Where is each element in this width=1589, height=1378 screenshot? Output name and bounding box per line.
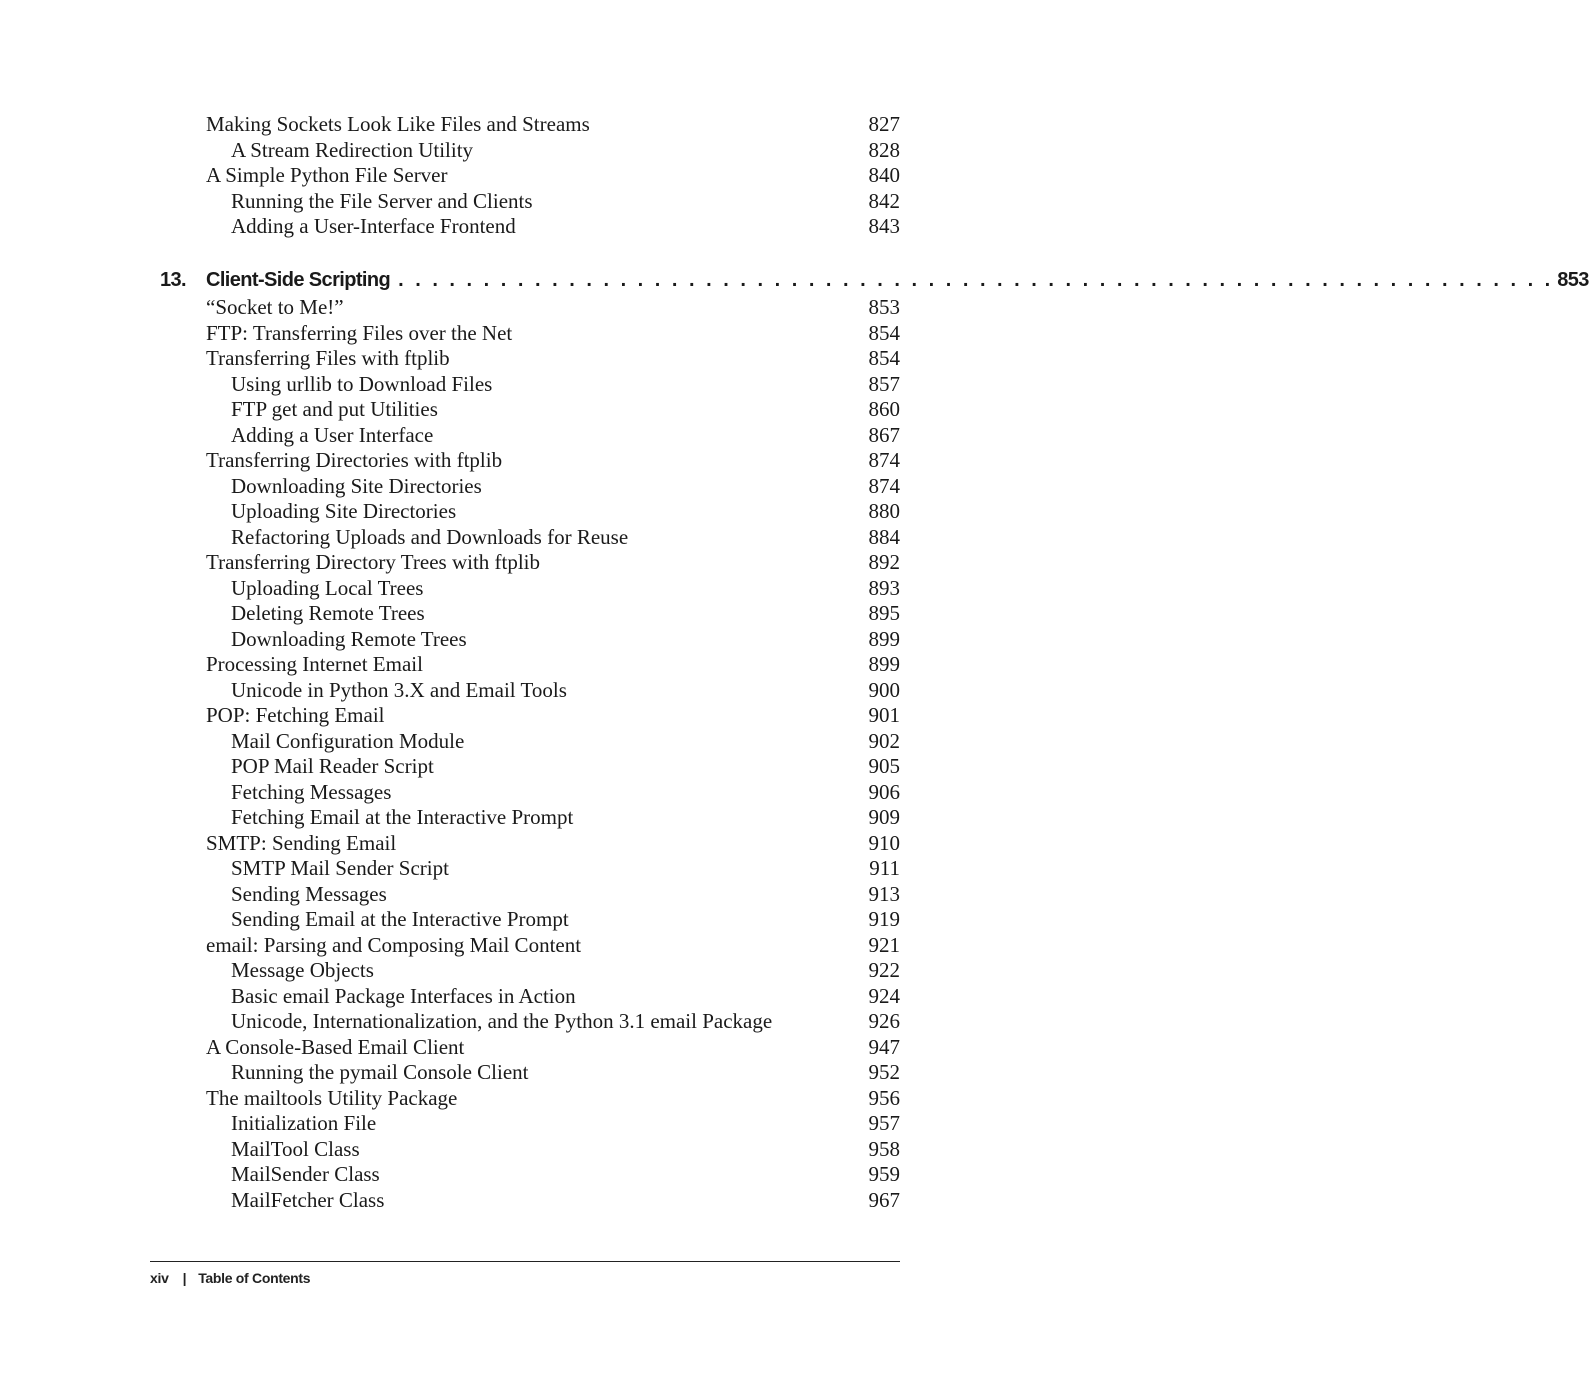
toc-entry-page: 842 xyxy=(868,188,900,213)
chapter-entry-list xyxy=(206,295,900,1213)
chapter-title: Client-Side Scripting xyxy=(206,269,391,291)
footer-separator: | xyxy=(182,1270,187,1286)
toc-entry-title: MailTool Class xyxy=(231,1136,360,1161)
toc-entry-title: A Console-Based Email Client xyxy=(206,1034,465,1059)
toc-entry-page: 854 xyxy=(868,346,900,370)
toc-entry-page: 892 xyxy=(868,550,900,574)
toc-entry-page: 905 xyxy=(868,754,900,778)
toc-entry[interactable] xyxy=(206,163,900,189)
toc-entry-title: Fetching Email at the Interactive Prompt xyxy=(231,805,574,829)
toc-entry-title: Adding a User Interface xyxy=(231,422,434,447)
toc-subentry[interactable] xyxy=(206,372,900,398)
toc-entry-page: 854 xyxy=(868,320,900,345)
toc-entry-title: Uploading Site Directories xyxy=(231,499,457,523)
toc-entry-title: Using urllib to Download Files xyxy=(231,371,493,396)
toc-subentry[interactable] xyxy=(206,678,900,704)
chapter-number: 13. xyxy=(160,269,187,291)
toc-entry-page: 947 xyxy=(868,1034,900,1059)
toc-subentry[interactable] xyxy=(206,1111,900,1137)
footer-page-number: xiv xyxy=(150,1270,169,1286)
toc-entry[interactable] xyxy=(206,831,900,857)
toc-subentry[interactable] xyxy=(206,1009,900,1035)
toc-entry-page: 899 xyxy=(868,626,900,651)
toc-entry-page: 926 xyxy=(868,1009,900,1033)
toc-subentry[interactable] xyxy=(206,805,900,831)
toc-entry-page: 911 xyxy=(869,856,900,880)
toc-previous-section-list xyxy=(206,112,900,240)
toc-entry-page: 922 xyxy=(868,958,900,982)
toc-entry-title: Unicode, Internationalization, and the Python 3.1 email Package xyxy=(231,1009,773,1033)
toc-entry-title: Deleting Remote Trees xyxy=(231,601,425,625)
toc-entry-title: Processing Internet Email xyxy=(206,652,423,676)
toc-entry-title: Transferring Directory Trees with ftplib xyxy=(206,550,541,574)
toc-entry-page: 956 xyxy=(868,1085,900,1110)
toc-entry-title: Fetching Messages xyxy=(231,779,392,804)
toc-entry-title: Message Objects xyxy=(231,958,374,982)
toc-subentry[interactable] xyxy=(206,397,900,423)
chapter-heading[interactable] xyxy=(160,266,1589,294)
toc-entry[interactable] xyxy=(206,448,900,474)
toc-subentry[interactable] xyxy=(206,189,900,215)
chapter-page-number: 853 xyxy=(1557,269,1589,291)
toc-subentry[interactable] xyxy=(206,1137,900,1163)
chapter-13-block xyxy=(160,266,1589,1213)
toc-entry[interactable] xyxy=(206,652,900,678)
toc-entry[interactable] xyxy=(206,112,900,138)
toc-entry-title: Downloading Site Directories xyxy=(231,473,482,498)
toc-entry-title: Sending Email at the Interactive Prompt xyxy=(231,907,569,931)
toc-subentry[interactable] xyxy=(206,882,900,908)
toc-entry[interactable] xyxy=(206,1086,900,1112)
toc-entry-title: Making Sockets Look Like Files and Streams xyxy=(206,112,590,136)
page-footer xyxy=(150,1270,310,1286)
toc-entry-page: 900 xyxy=(868,677,900,702)
toc-entry-title: MailSender Class xyxy=(231,1162,380,1186)
toc-entry-page: 902 xyxy=(868,728,900,753)
toc-entry-title: A Stream Redirection Utility xyxy=(231,137,474,162)
toc-entry-title: POP: Fetching Email xyxy=(206,703,385,727)
toc-subentry[interactable] xyxy=(206,984,900,1010)
toc-subentry[interactable] xyxy=(206,856,900,882)
toc-entry-page: 899 xyxy=(868,652,900,676)
toc-entry-page: 880 xyxy=(868,499,900,523)
toc-entry-page: 957 xyxy=(868,1111,900,1135)
toc-subentry[interactable] xyxy=(206,1060,900,1086)
toc-entry-page: 867 xyxy=(868,422,900,447)
toc-subentry[interactable] xyxy=(206,1188,900,1214)
toc-entry[interactable] xyxy=(206,1035,900,1061)
toc-entry-page: 909 xyxy=(868,805,900,829)
toc-subentry[interactable] xyxy=(206,729,900,755)
toc-subentry[interactable] xyxy=(206,499,900,525)
toc-entry-page: 828 xyxy=(868,137,900,162)
toc-entry-page: 893 xyxy=(868,575,900,600)
toc-subentry[interactable] xyxy=(206,214,900,240)
toc-subentry[interactable] xyxy=(206,958,900,984)
toc-entry-title: Initialization File xyxy=(231,1111,377,1135)
toc-entry-page: 901 xyxy=(868,703,900,727)
toc-subentry[interactable] xyxy=(206,601,900,627)
toc-entry-page: 906 xyxy=(868,779,900,804)
toc-entry-page: 967 xyxy=(868,1187,900,1212)
toc-entry-title: Downloading Remote Trees xyxy=(231,626,467,651)
toc-entry-title: A Simple Python File Server xyxy=(206,163,448,187)
toc-entry-page: 910 xyxy=(868,830,900,855)
toc-entry-title: SMTP: Sending Email xyxy=(206,830,397,855)
toc-entry-page: 857 xyxy=(868,371,900,396)
toc-entry-title: POP Mail Reader Script xyxy=(231,754,434,778)
toc-entry-page: 853 xyxy=(868,295,900,319)
toc-entry-page: 840 xyxy=(868,163,900,187)
toc-entry-title: FTP get and put Utilities xyxy=(231,397,438,421)
toc-entry[interactable] xyxy=(206,346,900,372)
toc-entry-title: Sending Messages xyxy=(231,881,387,906)
toc-subentry[interactable] xyxy=(206,780,900,806)
toc-entry[interactable] xyxy=(206,550,900,576)
toc-subentry[interactable] xyxy=(206,1162,900,1188)
toc-entry-page: 843 xyxy=(868,214,900,238)
toc-entry-page: 919 xyxy=(868,907,900,931)
toc-subentry[interactable] xyxy=(206,474,900,500)
toc-entry-page: 913 xyxy=(868,881,900,906)
toc-entry-page: 874 xyxy=(868,473,900,498)
toc-subentry[interactable] xyxy=(206,754,900,780)
toc-entry-title: “Socket to Me!” xyxy=(206,295,344,319)
toc-subentry[interactable] xyxy=(206,138,900,164)
toc-entry[interactable] xyxy=(206,703,900,729)
toc-entry-page: 895 xyxy=(868,601,900,625)
toc-subentry[interactable] xyxy=(206,907,900,933)
toc-entry-page: 921 xyxy=(868,932,900,957)
toc-entry-title: Running the File Server and Clients xyxy=(231,188,533,213)
toc-entry-page: 952 xyxy=(868,1060,900,1084)
toc-entry-title: Basic email Package Interfaces in Action xyxy=(231,983,576,1008)
toc-entry-page: 959 xyxy=(868,1162,900,1186)
toc-entry-page: 827 xyxy=(868,112,900,136)
toc-entry-title: email: Parsing and Composing Mail Content xyxy=(206,932,582,957)
toc-entry-title: Transferring Files with ftplib xyxy=(206,346,450,370)
toc-entry[interactable] xyxy=(206,321,900,347)
toc-entry-page: 924 xyxy=(868,983,900,1008)
toc-entry-title: Unicode in Python 3.X and Email Tools xyxy=(231,677,567,702)
toc-entry-page: 958 xyxy=(868,1136,900,1161)
toc-entry[interactable] xyxy=(206,295,900,321)
toc-entry-title: The mailtools Utility Package xyxy=(206,1085,458,1110)
toc-entry-title: Refactoring Uploads and Downloads for Reuse xyxy=(231,524,629,549)
toc-subentry[interactable] xyxy=(206,627,900,653)
toc-entry-page: 860 xyxy=(868,397,900,421)
toc-subentry[interactable] xyxy=(206,576,900,602)
toc-entry-title: MailFetcher Class xyxy=(231,1187,385,1212)
toc-entry-title: Running the pymail Console Client xyxy=(231,1060,529,1084)
footer-rule xyxy=(150,1261,900,1262)
toc-entry-page: 874 xyxy=(868,448,900,472)
toc-entry-title: Adding a User-Interface Frontend xyxy=(231,214,516,238)
footer-label: Table of Contents xyxy=(198,1270,311,1286)
toc-entry-title: Uploading Local Trees xyxy=(231,575,424,600)
toc-entry-title: FTP: Transferring Files over the Net xyxy=(206,320,513,345)
chapter-dot-leader: . . . . . . . . . . . . . . . . . . . . . . . . . . . . . . . . . . . . . . . . . . . . . . . . . . . . . . . . . . . . . . . . . . . . xyxy=(398,269,1554,291)
toc-entry-title: Mail Configuration Module xyxy=(231,728,465,753)
toc-entry[interactable] xyxy=(206,933,900,959)
toc-subentry[interactable] xyxy=(206,525,900,551)
toc-entry-title: Transferring Directories with ftplib xyxy=(206,448,503,472)
toc-entry-title: SMTP Mail Sender Script xyxy=(231,856,449,880)
toc-entry-page: 884 xyxy=(868,524,900,549)
toc-subentry[interactable] xyxy=(206,423,900,449)
